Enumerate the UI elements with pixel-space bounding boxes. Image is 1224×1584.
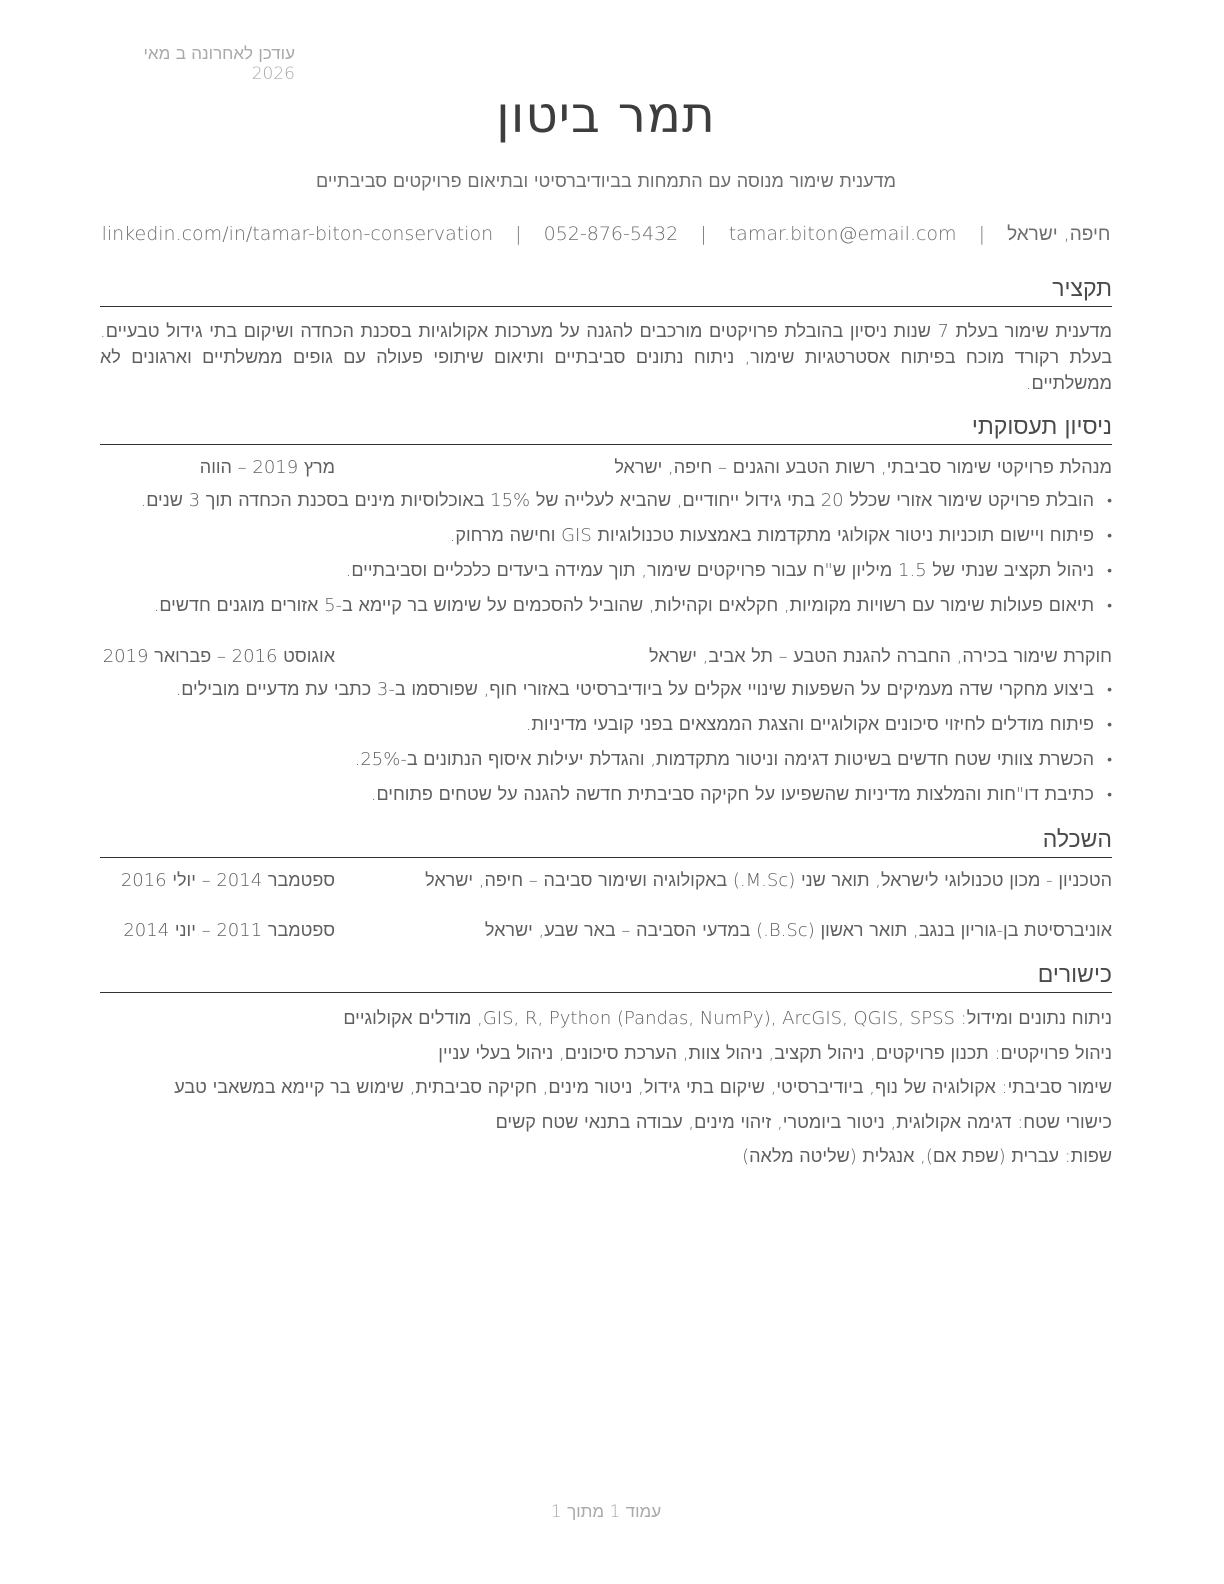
job-dates: מרץ 2019 – הווה bbox=[199, 457, 335, 478]
education-dates: ספטמבר 2011 – יוני 2014 bbox=[123, 920, 335, 941]
job-bullet: • הכשרת צוותי שטח חדשים בשיטות דגימה וניטור מתקדמות, והגדלת יעילות איסוף הנתונים ב-25%. bbox=[100, 747, 1112, 782]
job-bullet: • ביצוע מחקרי שדה מעמיקים על השפעות שינויי אקלים על ביודיברסיטי באזורי חוף, שפורסמו ב-3 כתבי עת מדעיים מובילים. bbox=[100, 677, 1112, 712]
contact-location: חיפה, ישראל bbox=[1007, 223, 1111, 245]
education-item bbox=[100, 920, 1112, 946]
summary-heading: תקציר bbox=[100, 274, 1112, 307]
experience-heading: ניסיון תעסוקתי bbox=[100, 412, 1112, 445]
education-heading: השכלה bbox=[100, 825, 1112, 858]
page-indicator: עמוד 1 מתוך 1 bbox=[550, 1502, 662, 1522]
job-bullet: • תיאום פעולות שימור עם רשויות מקומיות, חקלאים וקהילות, שהוביל להסכמים על שימוש בר קיימא ב-5 אזורים מוגנים חדשים. bbox=[100, 593, 1112, 628]
job-role: חוקרת שימור בכירה, החברה להגנת הטבע – תל אביב, ישראל bbox=[649, 646, 1112, 667]
job-bullet: • פיתוח מודלים לחיזוי סיכונים אקולוגיים והצגת הממצאים בפני קובעי מדיניות. bbox=[100, 712, 1112, 747]
job-bullet: • כתיבת דו"חות והמלצות מדיניות שהשפיעו על חקיקה סביבתית חדשה להגנה על שטחים פתוחים. bbox=[100, 782, 1112, 817]
education-dates: ספטמבר 2014 – יולי 2016 bbox=[120, 870, 335, 891]
contact-separator: | bbox=[978, 223, 986, 245]
skills-heading: כישורים bbox=[100, 960, 1112, 993]
education-degree: אוניברסיטת בן-גוריון בנגב, תואר ראשון (B.Sc.) במדעי הסביבה – באר שבע, ישראל bbox=[484, 920, 1112, 941]
skill-line: שפות: עברית (שפת אם), אנגלית (שליטה מלאה) bbox=[742, 1146, 1112, 1167]
skill-line: כישורי שטח: דגימה אקולוגית, ניטור ביומטרי, זיהוי מינים, עבודה בתנאי שטח קשים bbox=[495, 1111, 1112, 1133]
skill-line: שימור סביבתי: אקולוגיה של נוף, ביודיברסיטי, שיקום בתי גידול, ניטור מינים, חקיקה סביבתית, שימוש בר קיימא במשאבי טבע bbox=[174, 1077, 1112, 1098]
job-dates: אוגוסט 2016 – פברואר 2019 bbox=[102, 646, 335, 667]
job-bullets bbox=[100, 488, 1112, 628]
resume-page bbox=[100, 0, 1112, 1584]
job-role: מנהלת פרויקטי שימור סביבתי, רשות הטבע והגנים – חיפה, ישראל bbox=[614, 457, 1112, 478]
job-bullet: • הובלת פרויקט שימור אזורי שכלל 20 בתי גידול ייחודיים, שהביא לעלייה של 15% באוכלוסיות מינים בסכנת הכחדה תוך 3 שנים. bbox=[100, 488, 1112, 523]
contact-separator: | bbox=[515, 223, 522, 245]
candidate-subtitle: מדענית שימור מנוסה עם התמחות בביודיברסיטי ובתיאום פרויקטים סביבתיים bbox=[315, 171, 897, 192]
job-header bbox=[100, 646, 1112, 672]
job-header bbox=[100, 457, 1112, 483]
contact-email[interactable]: tamar.biton@email.com bbox=[728, 223, 957, 245]
education-degree: הטכניון - מכון טכנולוגי לישראל, תואר שני (M.Sc.) באקולוגיה ושימור סביבה – חיפה, ישראל bbox=[425, 870, 1112, 891]
candidate-name: תמר ביטון bbox=[496, 86, 716, 144]
contact-linkedin[interactable]: linkedin.com/in/tamar-biton-conservation bbox=[101, 223, 494, 245]
contact-line bbox=[100, 223, 1112, 246]
contact-separator: | bbox=[700, 223, 707, 245]
job-bullet: • ניהול תקציב שנתי של 1.5 מיליון ש"ח עבור פרויקטים שימור, תוך עמידה ביעדים כלכליים וסביבתיים. bbox=[100, 558, 1112, 593]
job-bullet: • פיתוח ויישום תוכניות ניטור אקולוגי מתקדמות באמצעות טכנולוגיות GIS וחישה מרחוק. bbox=[100, 523, 1112, 558]
skills-list bbox=[100, 1006, 1112, 1179]
skill-line: ניתוח נתונים ומידול: GIS, R, Python (Pandas, NumPy), ArcGIS, QGIS, SPSS, מודלים אקולוגיים bbox=[343, 1008, 1112, 1029]
contact-phone[interactable]: 052-876-5432 bbox=[543, 223, 679, 245]
skill-line: ניהול פרויקטים: תכנון פרויקטים, ניהול תקציב, ניהול צוות, הערכת סיכונים, ניהול בעלי עניין bbox=[438, 1042, 1112, 1064]
job-bullets bbox=[100, 677, 1112, 817]
summary-text: מדענית שימור בעלת 7 שנות ניסיון בהובלת פרויקטים מורכבים להגנה על מערכות אקולוגיות בסכנת הכחדה ושיקום בתי גידול טבעיים. בעלת רקורד מוכח בפיתוח אסטרטגיות שימור, ניתוח נתונים סביבתיים ותיאום שיתופי פעולה עם גופים ממשלתיים וארגונים לא ממשלתיים. bbox=[100, 321, 1112, 394]
education-item bbox=[100, 870, 1112, 896]
last-updated-note: עודכן לאחרונה ב מאי 2026 bbox=[143, 44, 295, 84]
